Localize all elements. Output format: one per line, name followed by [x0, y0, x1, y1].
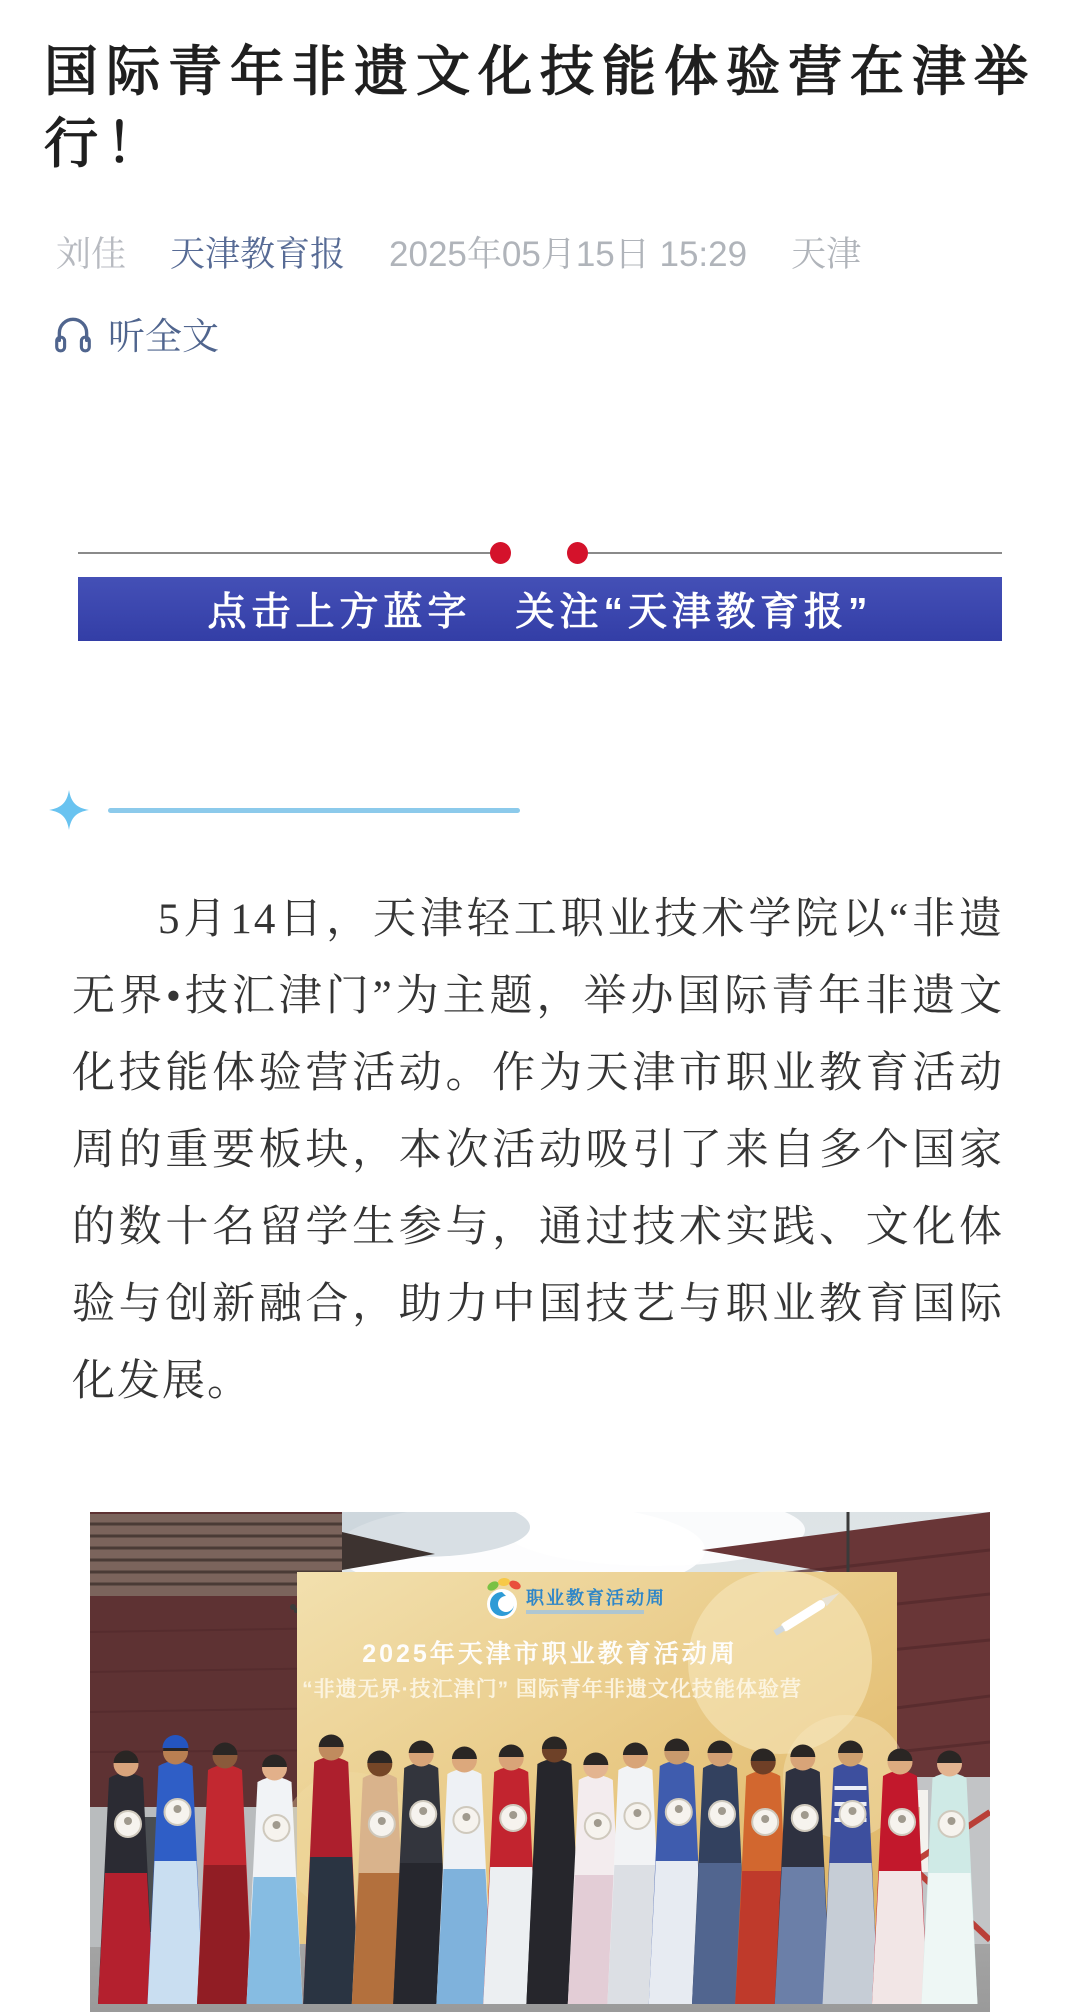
article-title: 国际青年非遗文化技能体验营在津举行！ — [44, 42, 1036, 174]
publish-datetime: 2025年05月15日 15:29 — [389, 235, 748, 274]
divider-line-right — [588, 552, 1002, 554]
red-dot — [567, 542, 588, 564]
publish-location: 天津 — [791, 235, 862, 274]
section-decoration — [48, 789, 1080, 831]
follow-banner[interactable] — [78, 577, 1002, 641]
divider-with-dots — [78, 542, 1002, 564]
account-link[interactable]: 天津教育报 — [170, 235, 346, 274]
decoration-line — [108, 808, 520, 813]
listen-label: 听全文 — [108, 316, 219, 357]
article-photo[interactable] — [90, 1512, 990, 2012]
author-name[interactable]: 刘佳 — [56, 235, 127, 274]
article-page — [0, 36, 1080, 1942]
backdrop-line1: 2025年天津市职业教育活动周 — [362, 1640, 738, 1668]
backdrop-line2: “非遗无界·技汇津门” 国际青年非遗文化技能体验营 — [302, 1678, 802, 1701]
follow-banner-text: 点击上方蓝字 关注“天津教育报” — [207, 591, 873, 634]
sparkle-icon — [48, 789, 90, 831]
photo-people-group — [98, 1735, 978, 2005]
listen-full-text-button[interactable] — [52, 306, 219, 360]
article-paragraph: 5月14日，天津轻工职业技术学院以“非遗无界•技汇津门”为主题，举办国际青年非遗文化技能体验营活动。作为天津市职业教育活动周的重要板块，本次活动吸引了来自多个国家的数十名留学生参与，通过技术实践、文化体验与创新融合，助力中国技艺与职业教育国际化发展。 — [72, 896, 1004, 1405]
red-dot — [490, 542, 511, 564]
headphones-icon — [52, 312, 94, 354]
event-logo-text: 职业教育活动周 — [526, 1588, 666, 1608]
divider-line-left — [78, 552, 492, 554]
byline — [56, 234, 1038, 276]
